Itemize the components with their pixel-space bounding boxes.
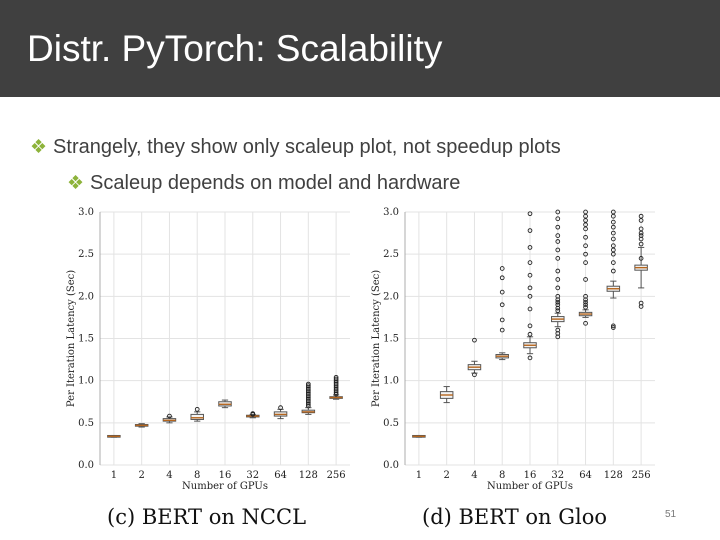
- y-axis-label: Per Iteration Latency (Sec): [66, 269, 77, 408]
- x-tick-label: 1: [415, 470, 423, 481]
- y-tick-label: 0.0: [78, 460, 94, 471]
- x-tick-label: 256: [631, 470, 651, 481]
- diamond-bullet-icon: ❖: [67, 173, 85, 194]
- box: [191, 414, 204, 419]
- slide-title: Distr. PyTorch: Scalability: [27, 28, 443, 69]
- y-tick-label: 1.5: [383, 333, 399, 345]
- title-bar: [0, 0, 720, 97]
- x-tick-label: 64: [274, 470, 287, 481]
- page-number: 51: [665, 509, 677, 520]
- x-tick-label: 4: [166, 470, 173, 481]
- x-tick-label: 1: [110, 470, 118, 481]
- x-tick-label: 8: [499, 470, 506, 481]
- y-tick-label: 2.0: [78, 291, 94, 303]
- x-tick-label: 16: [218, 470, 232, 481]
- x-tick-label: 64: [579, 470, 592, 481]
- y-tick-label: 0.0: [383, 460, 399, 471]
- y-tick-label: 1.0: [383, 375, 399, 387]
- boxplot-bert-gloo: [365, 200, 665, 500]
- chart-caption-c: (c) BERT on NCCL: [107, 505, 307, 529]
- bullet-text: Scaleup depends on model and hardware: [90, 172, 461, 194]
- diamond-bullet-icon: ❖: [30, 137, 48, 158]
- x-tick-label: 2: [443, 470, 450, 481]
- x-tick-label: 16: [523, 470, 537, 481]
- x-axis-label: Number of GPUs: [182, 481, 268, 492]
- y-tick-label: 3.0: [78, 207, 94, 218]
- bullet-level-1: [30, 136, 561, 159]
- x-tick-label: 128: [298, 470, 318, 481]
- bullet-level-2: [67, 172, 460, 195]
- bullet-text: Strangely, they show only scaleup plot, not speedup plots: [53, 136, 561, 158]
- chart-caption-d: (d) BERT on Gloo: [422, 505, 608, 529]
- x-tick-label: 128: [603, 470, 623, 481]
- y-axis-label: Per Iteration Latency (Sec): [371, 269, 382, 408]
- x-axis-label: Number of GPUs: [487, 481, 573, 492]
- y-tick-label: 1.0: [78, 375, 94, 387]
- x-tick-label: 256: [326, 470, 346, 481]
- boxplot-bert-nccl: [60, 200, 360, 500]
- y-tick-label: 3.0: [383, 207, 399, 218]
- x-tick-label: 4: [471, 470, 478, 481]
- x-tick-label: 8: [194, 470, 201, 481]
- y-tick-label: 0.5: [383, 417, 399, 429]
- y-tick-label: 1.5: [78, 333, 94, 345]
- y-tick-label: 2.5: [78, 249, 94, 261]
- y-tick-label: 2.5: [383, 249, 399, 261]
- x-tick-label: 32: [551, 470, 565, 481]
- x-tick-label: 2: [138, 470, 145, 481]
- y-tick-label: 2.0: [383, 291, 399, 303]
- x-tick-label: 32: [246, 470, 260, 481]
- y-tick-label: 0.5: [78, 417, 94, 429]
